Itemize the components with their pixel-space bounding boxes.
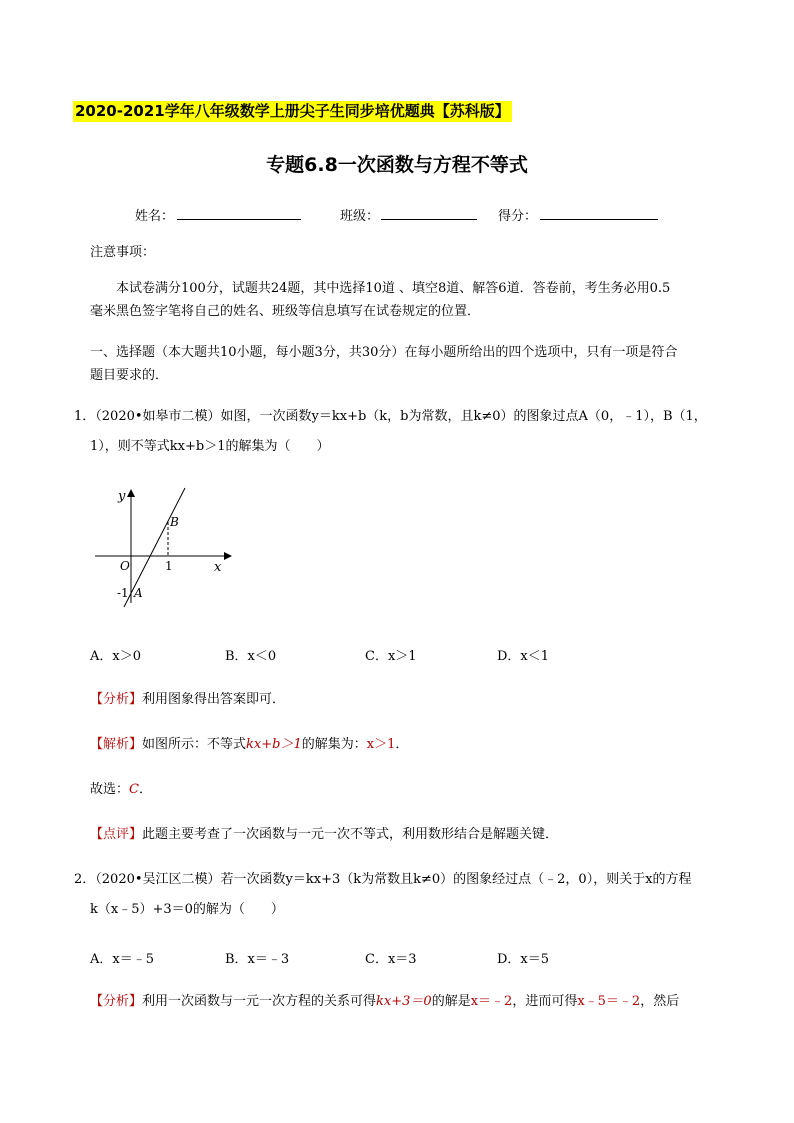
solution-pre: 如图所示：不等式: [142, 737, 247, 752]
section-1-line-1: 一、选择题（本大题共10小题，每小题3分，共30分）在每小题所给出的四个选项中，只有一项是符合: [90, 345, 678, 360]
solution-mid: 的解集为：: [301, 737, 367, 752]
name-field[interactable]: [177, 204, 301, 220]
q1-analysis: [90, 690, 285, 710]
q2-analysis-expr-1: kx+3＝0: [376, 994, 432, 1009]
q1-solution: [90, 735, 408, 755]
choice-end: ．: [138, 782, 152, 797]
tick-minus-1-label: -1: [117, 586, 129, 600]
q1-choice: [90, 780, 152, 800]
q2-option-a[interactable]: A．x＝﹣5: [90, 952, 154, 967]
analysis-text: 利用图象得出答案即可．: [142, 692, 286, 707]
q1-option-a[interactable]: A．x＞0: [90, 649, 141, 664]
header-banner: 2020-2021学年八年级数学上册尖子生同步培优题典【苏科版】: [75, 102, 510, 120]
q2-analysis-tag: 【分析】: [90, 994, 143, 1009]
q1-linear-function-graph: [90, 485, 240, 610]
x-axis-arrow: [224, 552, 232, 560]
class-label: 班级：: [340, 209, 380, 224]
notice-heading: 注意事项：: [90, 245, 156, 260]
notice-line-1: 本试卷满分100分，试题共24题，其中选择10道 、填空8道、解答6道．答卷前，考生务必用0.5: [116, 281, 671, 296]
q2-analysis-mid-2: ，进而可得: [512, 994, 578, 1009]
y-label: y: [118, 489, 126, 504]
q1-comment: [90, 825, 558, 845]
comment-tag: 【点评】: [90, 827, 143, 842]
q2-option-d[interactable]: D．x＝5: [497, 952, 550, 967]
section-1-line-2: 题目要求的．: [90, 368, 169, 383]
page-title: 专题6.8一次函数与方程不等式: [266, 154, 528, 176]
comment-text: 此题主要考查了一次函数与一元一次不等式，利用数形结合是解题关键．: [142, 827, 559, 842]
q2-line-2: k（x﹣5）+3＝0的解为（ ）: [90, 902, 284, 917]
y-axis-arrow: [127, 489, 135, 497]
q2-analysis-expr-2: x＝﹣2: [470, 994, 513, 1009]
q2-analysis-mid: 的解是: [431, 994, 471, 1009]
analysis-tag: 【分析】: [90, 692, 143, 707]
x-label: x: [214, 560, 222, 575]
solution-tag: 【解析】: [90, 737, 143, 752]
q2-analysis-expr-3: x﹣5＝﹣2: [577, 994, 641, 1009]
solution-end: ．: [395, 737, 409, 752]
q2-analysis-end: ，然后: [640, 994, 680, 1009]
score-label: 得分：: [498, 209, 538, 224]
solution-answer: x＞1: [366, 737, 396, 752]
q1-option-b[interactable]: B．x＜0: [225, 649, 277, 664]
point-a-label: A: [134, 586, 143, 600]
class-field[interactable]: [381, 204, 477, 220]
q2-option-b[interactable]: B．x＝﹣3: [225, 952, 290, 967]
name-label: 姓名：: [135, 209, 175, 224]
solution-expr: kx+b＞1: [246, 737, 302, 752]
q1-option-d[interactable]: D．x＜1: [497, 649, 550, 664]
q2-analysis-pre: 利用一次函数与一元一次方程的关系可得: [142, 994, 377, 1009]
notice-line-2: 毫米黑色签字笔将自己的姓名、班级等信息填写在试卷规定的位置．: [90, 304, 481, 319]
q1-option-c[interactable]: C．x＞1: [365, 649, 417, 664]
q2-line-1: 2．（2020•吴江区二模）若一次函数y＝kx+3（k为常数且k≠0）的图象经过点（﹣2，0），则关于x的方程: [74, 872, 692, 887]
origin-label: O: [120, 559, 130, 573]
score-field[interactable]: [540, 204, 658, 220]
q1-line-2: 1），则不等式kx+b＞1的解集为（ ）: [90, 439, 330, 454]
point-b-label: B: [170, 515, 179, 529]
choice-pre: 故选：: [90, 782, 130, 797]
q2-analysis: [90, 992, 679, 1012]
tick-1-label: 1: [165, 559, 173, 573]
q1-line-1: 1．（2020•如皋市二模）如图，一次函数y＝kx+b（k，b为常数，且k≠0）的图象过点A（0，﹣1），B（1，: [74, 409, 707, 424]
q2-option-c[interactable]: C．x＝3: [365, 952, 417, 967]
choice-answer: C: [129, 782, 139, 797]
